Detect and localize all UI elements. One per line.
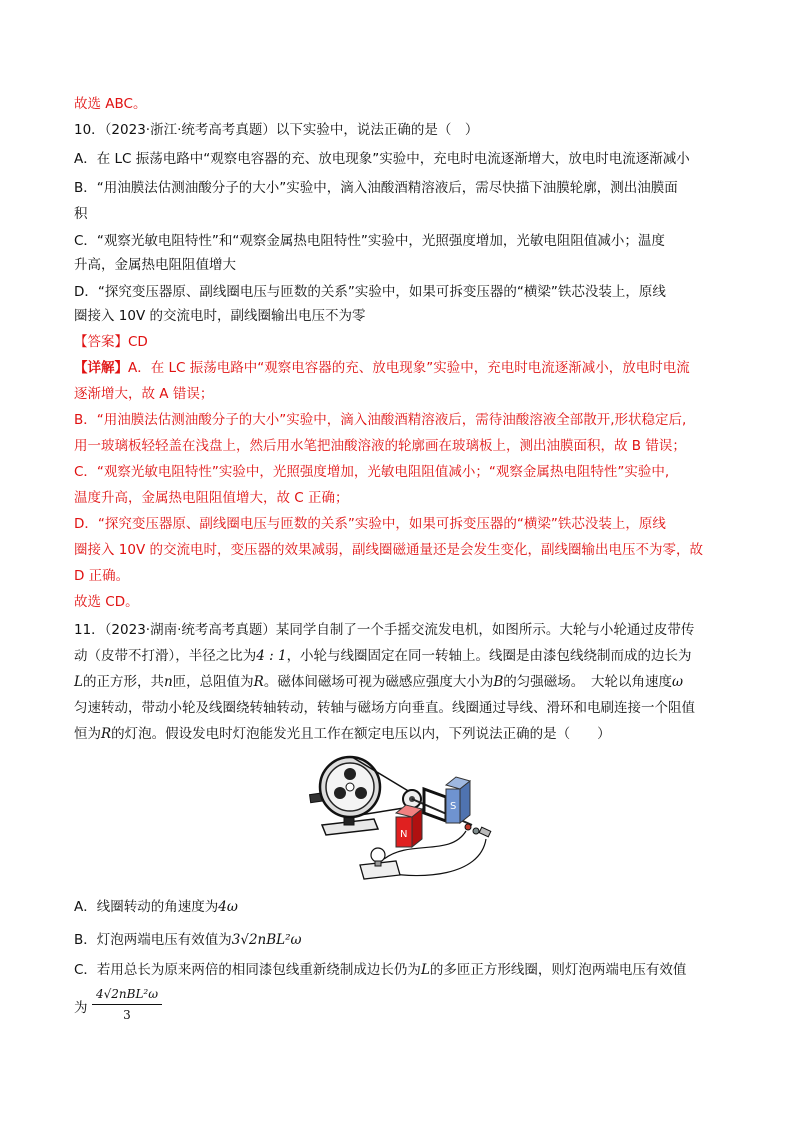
fraction-numerator: 4√2nBL²ω: [95, 987, 159, 1001]
var-B: B: [493, 674, 504, 690]
wheel-hole-1: [344, 768, 356, 780]
q9-conclusion: 故选 ABC。: [74, 96, 147, 112]
q11-line2-text-b: ，小轮与线圈固定在同一转轴上。线圈是由漆包线绕制而成的边长为: [286, 648, 692, 664]
var-n: n: [163, 674, 173, 690]
q11-option-a: [74, 898, 238, 916]
hand-generator-figure: [300, 747, 500, 887]
q11-line1: 11．（2023·湖南·统考高考真题）某同学自制了一个手摇交流发电机，如图所示。大轮与小轮通过皮带传: [74, 622, 695, 638]
q10-explain-d-line1: D．“探究变压器原、副线圈电压与匝数的关系”实验中，如果可拆变压器的“横梁”铁芯没装上，原线: [74, 516, 666, 532]
q10-option-b-line2: 积: [74, 206, 88, 222]
q10-option-c-line1: C．“观察光敏电阻特性”和“观察金属热电阻特性”实验中，光照强度增加，光敏电阻阻值减小；温度: [74, 233, 665, 249]
var-R: R: [253, 674, 264, 690]
q11-line3: [74, 673, 683, 691]
q10-stem: 10．（2023·浙江·统考高考真题）以下实验中，说法正确的是（ ）: [74, 122, 479, 138]
magnet-s-label: S: [450, 801, 457, 812]
q10-option-b-line1: B．“用油膜法估测油酸分子的大小”实验中，滴入油酸酒精溶液后，需尽快描下油膜轮廓，测出油膜面: [74, 180, 678, 196]
q11-line5-text-a: 恒为: [74, 726, 101, 742]
q11-option-c-text-a: C．若用总长为原来两倍的相同漆包线重新绕制成边长仍为: [74, 962, 421, 978]
q10-option-d-line1: D．“探究变压器原、副线圈电压与匝数的关系”实验中，如果可拆变压器的“横梁”铁芯没装上，原线: [74, 284, 666, 300]
q11-option-c-text-b: 的多匝正方形线圈，则灯泡两端电压有效值: [429, 962, 687, 978]
q11-line5-text-b: 的灯泡。假设发电时灯泡能发光且工作在额定电压以内，下列说法正确的是（ ）: [111, 726, 611, 742]
brush: [479, 827, 491, 837]
wheel-hole-2: [334, 787, 346, 799]
wheel-hole-3: [355, 787, 367, 799]
q11-line5: [74, 725, 611, 743]
q10-explain-c-line2: 温度升高，金属热电阻阻值增大，故 C 正确；: [74, 490, 349, 506]
slip-ring-1: [465, 824, 471, 830]
magnet-s-side: [460, 781, 470, 823]
fraction-bar: [92, 1004, 162, 1005]
var-L: L: [74, 674, 83, 690]
var-R-2: R: [101, 726, 112, 742]
q10-answer: 【答案】CD: [74, 334, 148, 350]
q10-explain-a-line2: 逐渐增大，故 A 错误；: [74, 386, 214, 402]
q11-line3-text-d: 的匀强磁场。 大轮以角速度: [503, 674, 673, 690]
q10-explain-b-line2: 用一玻璃板轻轻盖在浅盘上，然后用水笔把油酸溶液的轮廓画在玻璃板上，测出油膜面积，故 B 错误；: [74, 438, 686, 454]
q11-line3-text-a: 的正方形，共: [82, 674, 164, 690]
q11-line3-text-c: 。磁体间磁场可视为磁感应强度大小为: [263, 674, 494, 690]
q10-conclusion: 故选 CD。: [74, 594, 139, 610]
magnet-n-label: N: [400, 829, 408, 840]
q11-option-c-fraction: [90, 986, 180, 1026]
q10-explain-c-line1: C．“观察光敏电阻特性”实验中，光照强度增加，光敏电阻阻值减小；“观察金属热电阻特性”实验中,: [74, 464, 670, 480]
q11-option-b: [74, 931, 302, 949]
q10-option-c-line2: 升高，金属热电阻阻值增大: [74, 257, 236, 273]
q10-explain-d-line3: D 正确。: [74, 568, 130, 584]
bulb: [371, 848, 385, 862]
q11-option-c-line2: 为: [74, 1000, 88, 1016]
q11-option-a-text: A．线圈转动的角速度为: [74, 899, 219, 915]
slip-ring-2: [473, 828, 479, 834]
q11-line2: [74, 647, 692, 665]
q11-line2-text-a: 动（皮带不打滑），半径之比为: [74, 648, 257, 664]
var-omega: ω: [672, 674, 684, 690]
q10-explain-b-line1: B．“用油膜法估测油酸分子的大小”实验中，滴入油酸酒精溶液后，需待油酸溶液全部散开,形状稳定后,: [74, 412, 687, 428]
detail-tag: 【详解】: [74, 360, 128, 376]
q11-option-a-expr: 4ω: [218, 899, 238, 915]
q11-option-c-line1: [74, 961, 686, 979]
explain-a-text: A．在 LC 振荡电路中“观察电容器的充、放电现象”实验中，充电时电流逐渐减小，放电时电流: [128, 360, 690, 376]
q10-explain-a-line1: [74, 359, 690, 377]
q11-line4: 匀速转动，带动小轮及线圈绕转轴转动，转轴与磁场方向垂直。线圈通过导线、滑环和电刷连接一个阻值: [74, 700, 695, 716]
bulb-socket: [375, 861, 381, 866]
q11-line3-text-b: 匝，总阻值为: [172, 674, 254, 690]
ratio-expr: 4 : 1: [256, 648, 287, 664]
fraction-denominator: 3: [123, 1008, 131, 1022]
q11-option-b-expr: 3√2nBL²ω: [231, 932, 302, 948]
q10-option-d-line2: 圈接入 10V 的交流电时，副线圈输出电压不为零: [74, 308, 366, 324]
q10-option-a: A．在 LC 振荡电路中“观察电容器的充、放电现象”实验中，充电时电流逐渐增大，放电时电流逐渐减小: [74, 151, 690, 167]
var-L-2: L: [420, 962, 430, 978]
q10-explain-d-line2: 圈接入 10V 的交流电时，变压器的效果减弱，副线圈磁通量还是会发生变化，副线圈输出电压不为零，故: [74, 542, 703, 558]
q11-option-b-text: B．灯泡两端电压有效值为: [74, 932, 232, 948]
wheel-hub: [346, 783, 354, 791]
